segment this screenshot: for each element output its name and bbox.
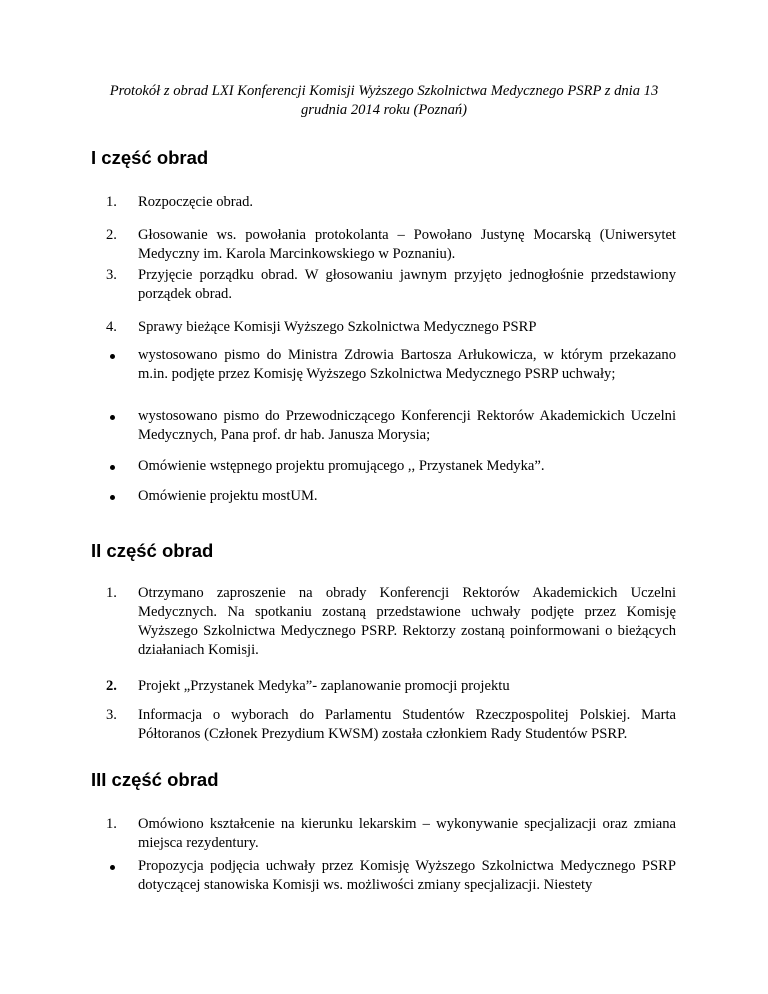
document-title — [80, 82, 688, 120]
bullet-item-text: Omówienie wstępnego projektu promującego ,, Przystanek Medyka”. — [138, 458, 545, 474]
bullet-item-text: wystosowano pismo do Ministra Zdrowia Bartosza Arłukowicza, w którym przekazano m.in. podjęte przez Komisję Wyższego Szkolnictwa Medycznego PSRP uchwały; — [138, 347, 676, 382]
list-item-text: Projekt „Przystanek Medyka”- zaplanowanie promocji projektu — [138, 678, 510, 694]
list-item-text: Przyjęcie porządku obrad. W głosowaniu jawnym przyjęto jednogłośnie przedstawiony porządek obrad. — [138, 267, 676, 302]
bullet-item — [106, 857, 676, 895]
list-item-text: Głosowanie ws. powołania protokolanta – Powołano Justynę Mocarską (Uniwersytet Medyczny im. Karola Marcinkowskiego w Poznaniu). — [138, 227, 676, 262]
list-item-text: Omówiono kształcenie na kierunku lekarskim – wykonywanie specjalizacji oraz zmiana miejsca rezydentury. — [138, 816, 676, 851]
bullet-item — [106, 346, 676, 384]
bullet-item — [106, 457, 676, 476]
list-number: 3. — [106, 707, 117, 723]
list-number: 1. — [106, 194, 117, 210]
bullet-item — [106, 407, 676, 445]
list-item — [106, 706, 676, 744]
list-item-text: Rozpoczęcie obrad. — [138, 194, 254, 210]
list-number: 1. — [106, 816, 117, 832]
list-item — [106, 677, 676, 696]
section-2-heading: II część obrad — [91, 540, 214, 561]
list-item-text: Informacja o wyborach do Parlamentu Studentów Rzeczpospolitej Polskiej. Marta Półtoranos (Członek Prezydium KWSM) została członkiem Rady Studentów PSRP. — [138, 707, 676, 742]
document-title-line-1: Protokół z obrad LXI Konferencji Komisji Wyższego Szkolnictwa Medycznego PSRP z dnia 13 — [109, 83, 659, 99]
list-item-text: Otrzymano zaproszenie na obrady Konferencji Rektorów Akademickich Uczelni Medycznych. Na spotkaniu zostaną przedstawione uchwały podjęte przez Komisję Wyższego Szkolnictwa Medycznego PSRP. Rektorzy zostaną poinformowani o bieżących działaniach Komisji. — [138, 585, 676, 658]
list-item — [106, 266, 676, 304]
list-number: 2. — [106, 678, 117, 694]
list-number: 3. — [106, 267, 117, 283]
list-item — [106, 318, 676, 337]
list-item — [106, 584, 676, 660]
list-number: 4. — [106, 319, 117, 335]
bullet-item-text: Propozycja podjęcia uchwały przez Komisję Wyższego Szkolnictwa Medycznego PSRP dotyczącej stanowiska Komisji ws. możliwości zmiany specjalizacji. Niestety — [138, 858, 676, 893]
list-item-text: Sprawy bieżące Komisji Wyższego Szkolnictwa Medycznego PSRP — [138, 319, 537, 335]
section-3-heading: III część obrad — [91, 769, 219, 790]
document-title-line-2: grudnia 2014 roku (Poznań) — [300, 102, 468, 118]
list-item — [106, 226, 676, 264]
bullet-icon — [110, 415, 115, 420]
bullet-item-text: Omówienie projektu mostUM. — [138, 488, 318, 504]
list-number: 1. — [106, 585, 117, 601]
bullet-icon — [110, 865, 115, 870]
list-item — [106, 815, 676, 853]
list-number: 2. — [106, 227, 117, 243]
bullet-item — [106, 487, 676, 506]
bullet-icon — [110, 354, 115, 359]
bullet-item-text: wystosowano pismo do Przewodniczącego Konferencji Rektorów Akademickich Uczelni Medycznych, Pana prof. dr hab. Janusza Morysia; — [138, 408, 676, 443]
section-1-heading: I część obrad — [91, 147, 209, 168]
list-item — [106, 193, 676, 212]
bullet-icon — [110, 465, 115, 470]
bullet-icon — [110, 495, 115, 500]
